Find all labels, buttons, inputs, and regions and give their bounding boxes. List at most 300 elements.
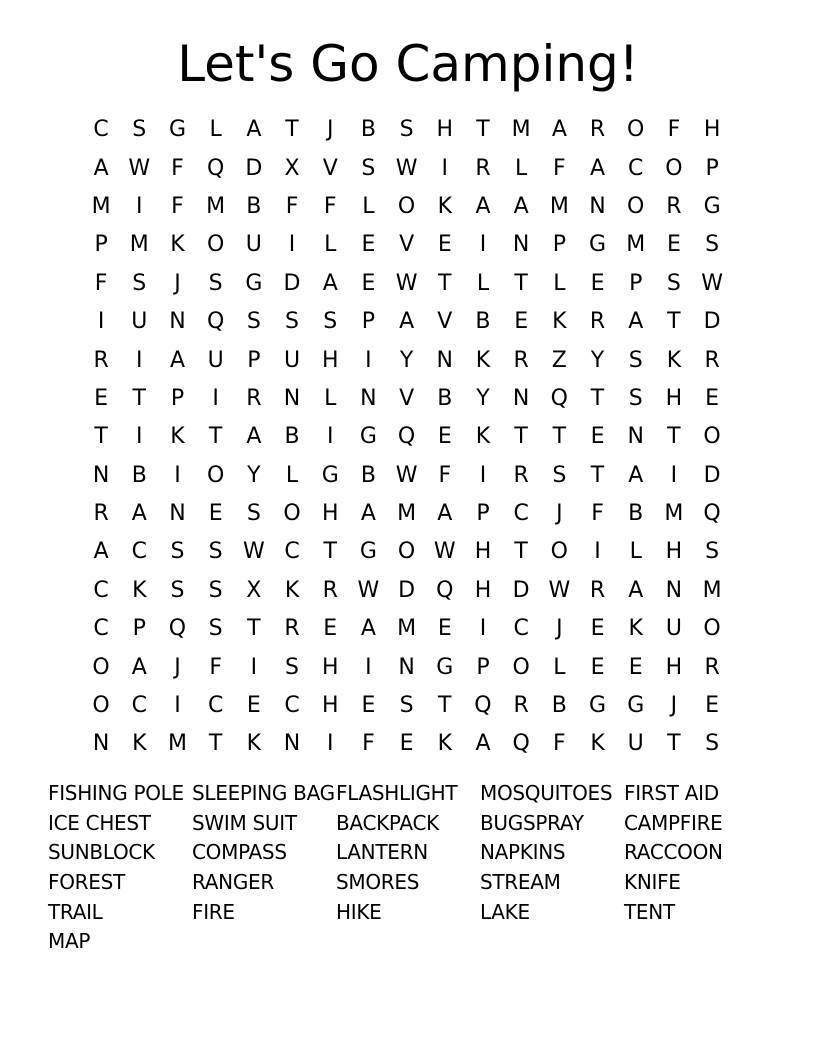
grid-letter[interactable]: O [703,616,721,642]
grid-letter[interactable]: K [475,347,491,373]
grid-letter[interactable]: C [628,155,644,181]
grid-letter[interactable]: N [436,347,454,373]
grid-letter[interactable]: H [665,539,683,565]
grid-letter[interactable]: Y [247,462,261,488]
grid-letter[interactable]: F [171,193,184,219]
grid-letter[interactable]: S [705,539,720,565]
grid-letter[interactable]: D [512,577,530,603]
grid-letter[interactable]: F [94,270,108,296]
grid-letter[interactable]: T [590,462,605,488]
grid-letter[interactable]: S [246,309,261,335]
grid-letter[interactable]: G [703,193,721,219]
grid-letter[interactable]: H [474,539,492,565]
grid-letter[interactable]: K [437,193,452,219]
grid-letter[interactable]: A [360,616,376,642]
grid-letter[interactable]: S [246,501,261,527]
grid-letter[interactable]: K [552,309,567,335]
grid-letter[interactable]: M [702,577,722,603]
grid-letter[interactable]: R [93,501,109,527]
grid-letter[interactable]: R [246,385,262,411]
grid-letter[interactable]: U [207,347,224,373]
grid-letter[interactable]: Y [399,347,414,373]
grid-letter[interactable]: T [476,117,490,143]
grid-letter[interactable]: C [93,616,109,642]
grid-letter[interactable]: C [513,501,529,527]
grid-letter[interactable]: F [171,155,184,181]
grid-letter[interactable]: S [170,577,185,603]
grid-letter[interactable]: W [357,577,380,603]
grid-letter[interactable]: O [665,155,683,181]
grid-letter[interactable]: E [208,501,223,527]
grid-letter[interactable]: A [551,117,567,143]
grid-letter[interactable]: A [360,501,376,527]
grid-letter[interactable]: T [514,424,528,450]
grid-letter[interactable]: J [556,616,563,642]
grid-letter[interactable]: C [131,693,147,719]
grid-letter[interactable]: I [479,232,487,258]
grid-letter[interactable]: A [475,193,491,219]
grid-letter[interactable]: E [94,385,109,411]
grid-letter[interactable]: I [136,193,143,219]
grid-letter[interactable]: A [399,309,415,335]
grid-letter[interactable]: E [590,270,605,296]
grid-letter[interactable]: I [670,462,678,488]
grid-letter[interactable]: S [666,270,681,296]
grid-letter[interactable]: R [666,193,682,219]
grid-letter[interactable]: P [552,232,566,258]
grid-letter[interactable]: I [136,424,143,450]
grid-letter[interactable]: S [170,539,185,565]
grid-letter[interactable]: O [703,424,721,450]
grid-letter[interactable]: S [552,462,567,488]
grid-letter[interactable]: R [513,693,529,719]
grid-letter[interactable]: X [284,155,300,181]
grid-letter[interactable]: W [395,270,418,296]
grid-letter[interactable]: I [479,616,487,642]
grid-letter[interactable]: U [245,232,262,258]
grid-letter[interactable]: E [361,693,376,719]
grid-letter[interactable]: E [323,616,338,642]
grid-letter[interactable]: B [246,193,262,219]
grid-letter[interactable]: P [476,654,490,680]
grid-letter[interactable]: L [324,385,337,411]
grid-letter[interactable]: R [589,117,606,143]
grid-letter[interactable]: F [285,193,299,219]
grid-letter[interactable]: A [475,731,491,757]
grid-letter[interactable]: O [397,539,416,565]
grid-letter[interactable]: O [512,654,530,680]
grid-letter[interactable]: W [242,539,265,565]
word-list-item: MOSQUITOES [480,780,613,805]
grid-letter[interactable]: T [552,424,567,450]
grid-letter[interactable]: D [703,462,721,488]
grid-letter[interactable]: S [132,117,147,143]
grid-letter[interactable]: H [321,347,339,373]
grid-letter[interactable]: H [665,385,683,411]
grid-letter[interactable]: V [437,309,453,335]
grid-letter[interactable]: K [132,577,147,603]
grid-letter[interactable]: T [285,117,299,143]
grid-letter[interactable]: P [132,616,146,642]
grid-letter[interactable]: O [550,539,568,565]
grid-letter[interactable]: R [704,347,720,373]
word-list-row [48,778,788,808]
grid-letter[interactable]: A [628,462,644,488]
grid-letter[interactable]: K [628,616,643,642]
grid-letter[interactable]: F [591,501,604,527]
grid-letter[interactable]: S [705,232,720,258]
grid-letter[interactable]: P [476,501,490,527]
grid-letter[interactable]: Z [551,347,567,373]
grid-letter[interactable]: K [246,731,262,757]
grid-letter[interactable]: I [594,539,601,565]
grid-letter[interactable]: K [437,731,452,757]
grid-letter[interactable]: T [667,424,681,450]
grid-letter[interactable]: A [628,577,644,603]
grid-letter[interactable]: N [283,385,301,411]
grid-letter[interactable]: A [513,193,529,219]
grid-letter[interactable]: I [136,347,143,373]
grid-letter[interactable]: E [705,385,720,411]
grid-letter[interactable]: N [589,193,606,219]
grid-letter[interactable]: W [128,155,151,181]
grid-letter[interactable]: K [284,577,300,603]
grid-letter[interactable]: E [246,693,261,719]
grid-letter[interactable]: F [438,462,452,488]
grid-letter[interactable]: T [590,385,605,411]
grid-letter[interactable]: R [322,577,338,603]
grid-letter[interactable]: J [174,654,181,680]
grid-letter[interactable]: G [245,270,263,296]
grid-letter[interactable]: I [479,462,487,488]
grid-letter[interactable]: E [590,424,605,450]
grid-letter[interactable]: B [284,424,300,450]
grid-letter[interactable]: W [433,539,456,565]
grid-letter[interactable]: P [705,155,719,181]
grid-letter[interactable]: R [513,347,529,373]
grid-letter[interactable]: B [628,501,644,527]
grid-letter[interactable]: N [398,654,415,680]
grid-letter[interactable]: Q [206,309,225,335]
grid-letter[interactable]: E [399,731,414,757]
grid-letter[interactable]: P [361,309,376,335]
grid-letter[interactable]: I [365,654,372,680]
grid-letter[interactable]: S [705,731,720,757]
grid-letter[interactable]: K [170,424,185,450]
grid-letter[interactable]: G [359,539,377,565]
grid-letter[interactable]: Q [436,577,454,603]
grid-letter[interactable]: Q [703,501,721,527]
grid-letter[interactable]: E [437,616,452,642]
grid-letter[interactable]: I [97,309,105,335]
grid-letter[interactable]: K [132,731,147,757]
grid-letter[interactable]: W [395,462,418,488]
grid-letter[interactable]: D [703,309,721,335]
grid-letter[interactable]: U [131,309,148,335]
grid-letter[interactable]: N [512,232,530,258]
grid-letter[interactable]: A [131,501,147,527]
grid-letter[interactable]: N [665,577,683,603]
grid-letter[interactable]: W [395,155,418,181]
grid-letter[interactable]: T [208,731,223,757]
grid-letter[interactable]: I [174,462,181,488]
grid-letter[interactable]: J [556,501,563,527]
grid-letter[interactable]: B [360,462,376,488]
grid-letter[interactable]: K [590,731,605,757]
grid-letter[interactable]: M [626,232,646,258]
grid-letter[interactable]: A [322,270,338,296]
grid-letter[interactable]: I [288,232,296,258]
grid-letter[interactable]: L [285,462,299,488]
grid-letter[interactable]: N [627,424,644,450]
grid-letter[interactable]: F [209,654,222,680]
grid-letter[interactable]: E [437,424,452,450]
grid-letter[interactable]: O [397,193,416,219]
grid-letter[interactable]: H [665,654,683,680]
grid-letter[interactable]: B [437,385,453,411]
grid-letter[interactable]: F [667,117,681,143]
grid-letter[interactable]: R [513,462,529,488]
grid-letter[interactable]: A [131,654,147,680]
grid-letter[interactable]: A [246,424,262,450]
grid-letter[interactable]: J [670,693,678,719]
grid-letter[interactable]: G [589,693,607,719]
grid-letter[interactable]: K [170,232,185,258]
grid-letter[interactable]: A [590,155,606,181]
grid-letter[interactable]: M [91,193,111,219]
grid-letter[interactable]: T [94,424,108,450]
grid-letter[interactable]: G [627,693,645,719]
grid-letter[interactable]: Q [550,385,568,411]
grid-letter[interactable]: O [206,232,225,258]
grid-letter[interactable]: H [321,693,339,719]
grid-letter[interactable]: I [212,385,219,411]
grid-letter[interactable]: D [245,155,263,181]
grid-letter[interactable]: R [93,347,109,373]
grid-letter[interactable]: P [170,385,185,411]
grid-letter[interactable]: S [132,270,147,296]
grid-letter[interactable]: E [628,654,643,680]
grid-letter[interactable]: B [131,462,147,488]
grid-letter[interactable]: C [93,117,109,143]
grid-letter[interactable]: I [174,693,181,719]
grid-letter[interactable]: E [361,232,376,258]
grid-letter[interactable]: U [283,347,301,373]
grid-letter[interactable]: H [703,117,721,143]
grid-letter[interactable]: S [399,117,414,143]
grid-letter[interactable]: K [475,424,491,450]
grid-letter[interactable]: T [208,424,223,450]
grid-letter[interactable]: G [321,462,339,488]
grid-letter[interactable]: G [168,117,186,143]
grid-letter[interactable]: T [323,539,337,565]
grid-letter[interactable]: T [438,693,452,719]
grid-letter[interactable]: T [438,270,452,296]
grid-letter[interactable]: Q [397,424,416,450]
grid-letter[interactable]: L [553,270,566,296]
grid-letter[interactable]: L [629,539,642,565]
grid-letter[interactable]: O [92,693,110,719]
grid-letter[interactable]: N [512,385,530,411]
grid-letter[interactable]: P [94,232,108,258]
grid-letter[interactable]: T [514,270,528,296]
grid-letter[interactable]: N [283,731,301,757]
grid-letter[interactable]: N [169,501,186,527]
grid-letter[interactable]: F [553,731,566,757]
grid-letter[interactable]: S [208,616,223,642]
grid-letter[interactable]: M [167,731,187,757]
grid-letter[interactable]: O [627,117,645,143]
grid-letter[interactable]: T [514,539,528,565]
grid-letter[interactable]: N [169,309,186,335]
grid-letter[interactable]: I [326,424,334,450]
grid-letter[interactable]: R [284,616,300,642]
grid-letter[interactable]: M [397,501,417,527]
grid-letter[interactable]: S [399,693,414,719]
grid-letter[interactable]: F [323,193,337,219]
grid-letter[interactable]: K [666,347,682,373]
grid-letter[interactable]: W [701,270,723,296]
grid-letter[interactable]: S [285,654,300,680]
grid-letter[interactable]: S [628,347,643,373]
grid-letter[interactable]: R [475,155,491,181]
grid-letter[interactable]: X [246,577,262,603]
grid-letter[interactable]: O [283,501,301,527]
grid-row [82,418,732,456]
grid-letter[interactable]: M [549,193,569,219]
grid-letter[interactable]: M [664,501,684,527]
grid-letter[interactable]: I [441,155,449,181]
grid-letter[interactable]: I [250,654,258,680]
grid-letter[interactable]: L [553,654,566,680]
grid-letter[interactable]: P [629,270,643,296]
grid-letter[interactable]: G [359,424,377,450]
grid-letter[interactable]: A [93,539,109,565]
grid-letter[interactable]: S [323,309,338,335]
grid-letter[interactable]: E [514,309,529,335]
grid-letter[interactable]: V [399,385,415,411]
grid-letter[interactable]: H [436,117,454,143]
grid-letter[interactable]: B [551,693,567,719]
grid-letter[interactable]: L [362,193,375,219]
grid-letter[interactable]: L [515,155,528,181]
grid-letter[interactable]: T [667,309,681,335]
grid-letter[interactable]: A [246,117,262,143]
grid-letter[interactable]: M [129,232,149,258]
grid-letter[interactable]: C [513,616,529,642]
grid-letter[interactable]: H [321,501,339,527]
grid-letter[interactable]: I [326,731,334,757]
grid-letter[interactable]: S [208,270,223,296]
word-list-item: FIRST AID [624,780,719,805]
grid-letter[interactable]: L [476,270,490,296]
grid-letter[interactable]: E [666,232,681,258]
grid-letter[interactable]: A [437,501,453,527]
grid-letter[interactable]: S [208,539,223,565]
grid-letter[interactable]: U [665,616,682,642]
grid-letter[interactable]: Y [476,385,490,411]
grid-letter[interactable]: C [131,539,147,565]
grid-letter[interactable]: A [169,347,185,373]
grid-letter[interactable]: M [511,117,531,143]
grid-row [82,457,732,495]
grid-letter[interactable]: N [92,731,110,757]
grid-row [82,111,732,149]
grid-letter[interactable]: R [589,577,606,603]
grid-letter[interactable]: D [283,270,301,296]
grid-row [82,303,732,341]
grid-letter[interactable]: L [324,232,337,258]
grid-letter[interactable]: A [93,155,109,181]
grid-letter[interactable]: G [436,654,454,680]
grid-letter[interactable]: A [628,309,644,335]
grid-letter[interactable]: C [284,539,300,565]
grid-letter[interactable]: F [553,155,566,181]
grid-letter[interactable]: Q [474,693,492,719]
grid-letter[interactable]: S [285,309,300,335]
grid-letter[interactable]: E [590,654,605,680]
grid-letter[interactable]: Q [168,616,187,642]
grid-letter[interactable]: R [589,309,606,335]
grid-letter[interactable]: S [208,577,223,603]
grid-letter[interactable]: T [247,616,261,642]
word-list-item: BUGSPRAY [480,810,584,835]
grid-letter[interactable]: Q [206,155,225,181]
grid-letter[interactable]: E [437,232,452,258]
grid-letter[interactable]: W [548,577,571,603]
grid-letter[interactable]: V [322,155,338,181]
grid-letter[interactable]: J [174,270,181,296]
word-list-row [48,867,788,897]
grid-letter[interactable]: E [705,693,720,719]
grid-letter[interactable]: B [475,309,491,335]
grid-letter[interactable]: N [92,462,110,488]
grid-letter[interactable]: C [207,693,224,719]
grid-letter[interactable]: M [206,193,226,219]
grid-letter[interactable]: O [627,193,645,219]
grid-letter[interactable]: G [589,232,607,258]
grid-letter[interactable]: J [326,117,334,143]
grid-letter[interactable]: T [667,731,681,757]
grid-letter[interactable]: O [206,462,225,488]
grid-letter[interactable]: E [590,616,605,642]
grid-letter[interactable]: D [398,577,416,603]
grid-letter[interactable]: V [399,232,415,258]
grid-letter[interactable]: B [360,117,376,143]
grid-letter[interactable]: R [704,654,720,680]
grid-letter[interactable]: L [209,117,222,143]
grid-letter[interactable]: P [247,347,261,373]
word-list-item: TENT [624,899,675,924]
grid-letter[interactable]: Q [512,731,530,757]
grid-letter[interactable]: M [397,616,417,642]
grid-letter[interactable]: S [628,385,643,411]
grid-letter[interactable]: F [362,731,375,757]
grid-letter[interactable]: U [627,731,644,757]
grid-letter[interactable]: S [361,155,376,181]
grid-letter[interactable]: E [361,270,376,296]
grid-letter[interactable]: N [360,385,377,411]
grid-letter[interactable]: H [321,654,339,680]
grid-letter[interactable]: T [132,385,146,411]
grid-letter[interactable]: O [92,654,110,680]
grid-letter[interactable]: I [365,347,372,373]
grid-letter[interactable]: H [474,577,492,603]
grid-letter[interactable]: Y [590,347,605,373]
word-list-item: SMORES [336,869,420,894]
grid-letter[interactable]: C [93,577,109,603]
grid-letter[interactable]: C [284,693,300,719]
